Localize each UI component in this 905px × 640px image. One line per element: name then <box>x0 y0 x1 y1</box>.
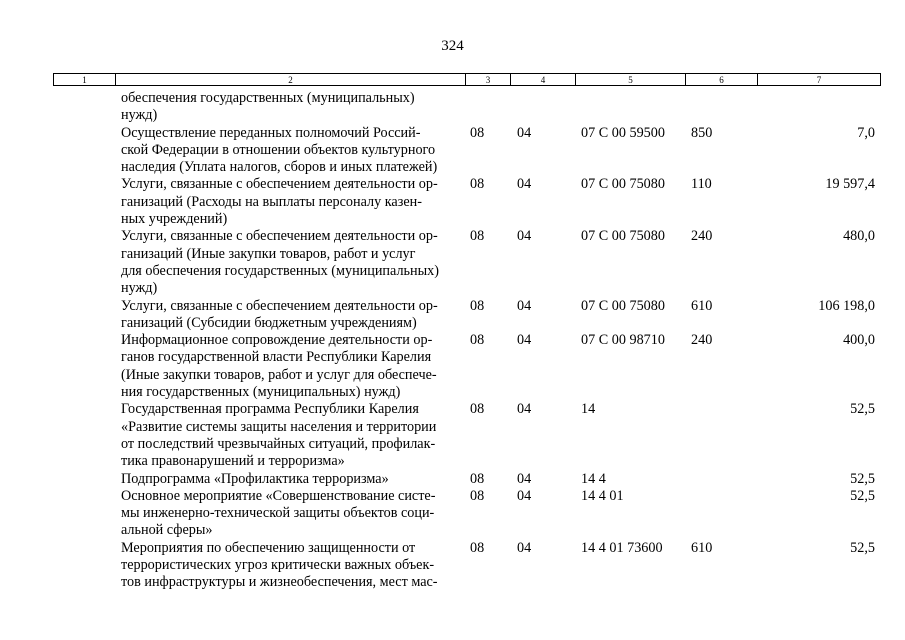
expense-item-name-line: Подпрограмма «Профилактика терроризма» <box>121 470 389 487</box>
expense-item-name-line: ных учреждений) <box>121 211 228 228</box>
column-number-header <box>53 73 881 86</box>
target-article-code: 14 <box>581 401 596 418</box>
section-code: 08 <box>470 176 485 193</box>
subsection-code: 04 <box>517 487 532 504</box>
amount: 480,0 <box>843 228 875 245</box>
amount: 52,5 <box>850 487 875 504</box>
expense-item-name-line: тов инфраструктуры и жизнеобеспечения, мест мас- <box>121 574 438 591</box>
header-col-3: 3 <box>466 74 511 86</box>
header-col-5: 5 <box>576 74 686 86</box>
expense-item-name-line: ской Федерации в отношении объектов культурного <box>121 141 436 158</box>
table-row <box>0 90 905 125</box>
expense-item-name <box>121 125 463 177</box>
header-col-1: 1 <box>54 74 116 86</box>
table-row <box>0 488 905 540</box>
subsection-code: 04 <box>517 228 532 245</box>
expense-item-name <box>121 471 463 488</box>
subsection-code: 04 <box>517 470 532 487</box>
table-row <box>0 298 905 333</box>
table-row <box>0 401 905 470</box>
header-col-6: 6 <box>686 74 758 86</box>
target-article-code: 07 С 00 59500 <box>581 124 665 141</box>
section-code: 08 <box>470 228 485 245</box>
subsection-code: 04 <box>517 124 532 141</box>
expense-item-name-line: Государственная программа Республики Карелия <box>121 401 419 418</box>
subsection-code: 04 <box>517 297 532 314</box>
section-code: 08 <box>470 539 485 556</box>
expense-item-name-line: ганов государственной власти Республики Карелия <box>121 349 432 366</box>
subsection-code: 04 <box>517 539 532 556</box>
target-article-code: 07 С 00 75080 <box>581 297 665 314</box>
expense-item-name-line: Мероприятия по обеспечению защищенности от <box>121 539 416 556</box>
section-code: 08 <box>470 297 485 314</box>
target-article-code: 14 4 <box>581 470 606 487</box>
expense-item-name <box>121 176 463 228</box>
table-row <box>0 540 905 592</box>
expense-type-code: 240 <box>691 332 713 349</box>
expense-item-name-line: тика правонарушений и терроризма» <box>121 453 345 470</box>
amount: 400,0 <box>843 332 875 349</box>
expense-item-name <box>121 332 463 401</box>
target-article-code: 07 С 00 75080 <box>581 176 665 193</box>
amount: 7,0 <box>857 124 875 141</box>
expense-item-name-line: Услуги, связанные с обеспечением деятельности ор- <box>121 228 438 245</box>
expense-item-name <box>121 90 463 125</box>
expense-item-name-line: альной сферы» <box>121 522 213 539</box>
amount: 52,5 <box>850 539 875 556</box>
expense-item-name-line: ганизаций (Расходы на выплаты персоналу казен- <box>121 193 422 210</box>
table-row <box>0 125 905 177</box>
expense-item-name-line: террористических угроз критически важных объек- <box>121 557 435 574</box>
expense-item-name <box>121 401 463 470</box>
target-article-code: 07 С 00 75080 <box>581 228 665 245</box>
table-row <box>0 176 905 228</box>
expense-type-code: 110 <box>691 176 712 193</box>
amount: 106 198,0 <box>818 297 875 314</box>
header-col-4: 4 <box>511 74 576 86</box>
expense-item-name-line: мы инженерно-технической защиты объектов соци- <box>121 505 435 522</box>
expense-item-name-line: наследия (Уплата налогов, сборов и иных платежей) <box>121 159 438 176</box>
expense-type-code: 240 <box>691 228 713 245</box>
expense-item-name-line: ния государственных (муниципальных) нужд) <box>121 384 401 401</box>
expense-item-name-line: от последствий чрезвычайных ситуаций, профилак- <box>121 435 436 452</box>
target-article-code: 14 4 01 <box>581 487 624 504</box>
expense-type-code: 850 <box>691 124 713 141</box>
expense-item-name-line: нужд) <box>121 280 158 297</box>
expense-item-name-line: нужд) <box>121 107 158 124</box>
table-row <box>0 332 905 401</box>
expense-item-name-line: обеспечения государственных (муниципальных) <box>121 90 415 106</box>
section-code: 08 <box>470 487 485 504</box>
section-code: 08 <box>470 470 485 487</box>
subsection-code: 04 <box>517 401 532 418</box>
expense-item-name-line: Услуги, связанные с обеспечением деятельности ор- <box>121 176 438 193</box>
expense-item-name-line: (Иные закупки товаров, работ и услуг для обеспече- <box>121 366 437 383</box>
subsection-code: 04 <box>517 176 532 193</box>
expense-item-name <box>121 228 463 297</box>
amount: 52,5 <box>850 470 875 487</box>
page-number: 324 <box>441 38 464 54</box>
section-code: 08 <box>470 401 485 418</box>
budget-table-body <box>0 90 905 592</box>
amount: 19 597,4 <box>825 176 875 193</box>
expense-item-name-line: ганизаций (Субсидии бюджетным учреждениям) <box>121 314 417 331</box>
expense-item-name-line: «Развитие системы защиты населения и территории <box>121 418 437 435</box>
expense-item-name-line: Основное мероприятие «Совершенствование систе- <box>121 487 436 504</box>
expense-item-name-line: Информационное сопровождение деятельности ор- <box>121 332 433 349</box>
expense-item-name-line: для обеспечения государственных (муниципальных) <box>121 262 439 279</box>
section-code: 08 <box>470 124 485 141</box>
expense-item-name <box>121 540 463 592</box>
expense-type-code: 610 <box>691 297 713 314</box>
subsection-code: 04 <box>517 332 532 349</box>
expense-item-name-line: Услуги, связанные с обеспечением деятельности ор- <box>121 297 438 314</box>
expense-item-name <box>121 298 463 333</box>
expense-item-name-line: Осуществление переданных полномочий Россий- <box>121 124 421 141</box>
target-article-code: 14 4 01 73600 <box>581 539 663 556</box>
section-code: 08 <box>470 332 485 349</box>
table-row <box>0 228 905 297</box>
expense-item-name-line: ганизаций (Иные закупки товаров, работ и услуг <box>121 245 416 262</box>
header-col-7: 7 <box>758 74 881 86</box>
header-col-2: 2 <box>116 74 466 86</box>
table-row <box>0 471 905 488</box>
amount: 52,5 <box>850 401 875 418</box>
target-article-code: 07 С 00 98710 <box>581 332 665 349</box>
expense-item-name <box>121 488 463 540</box>
expense-type-code: 610 <box>691 539 713 556</box>
